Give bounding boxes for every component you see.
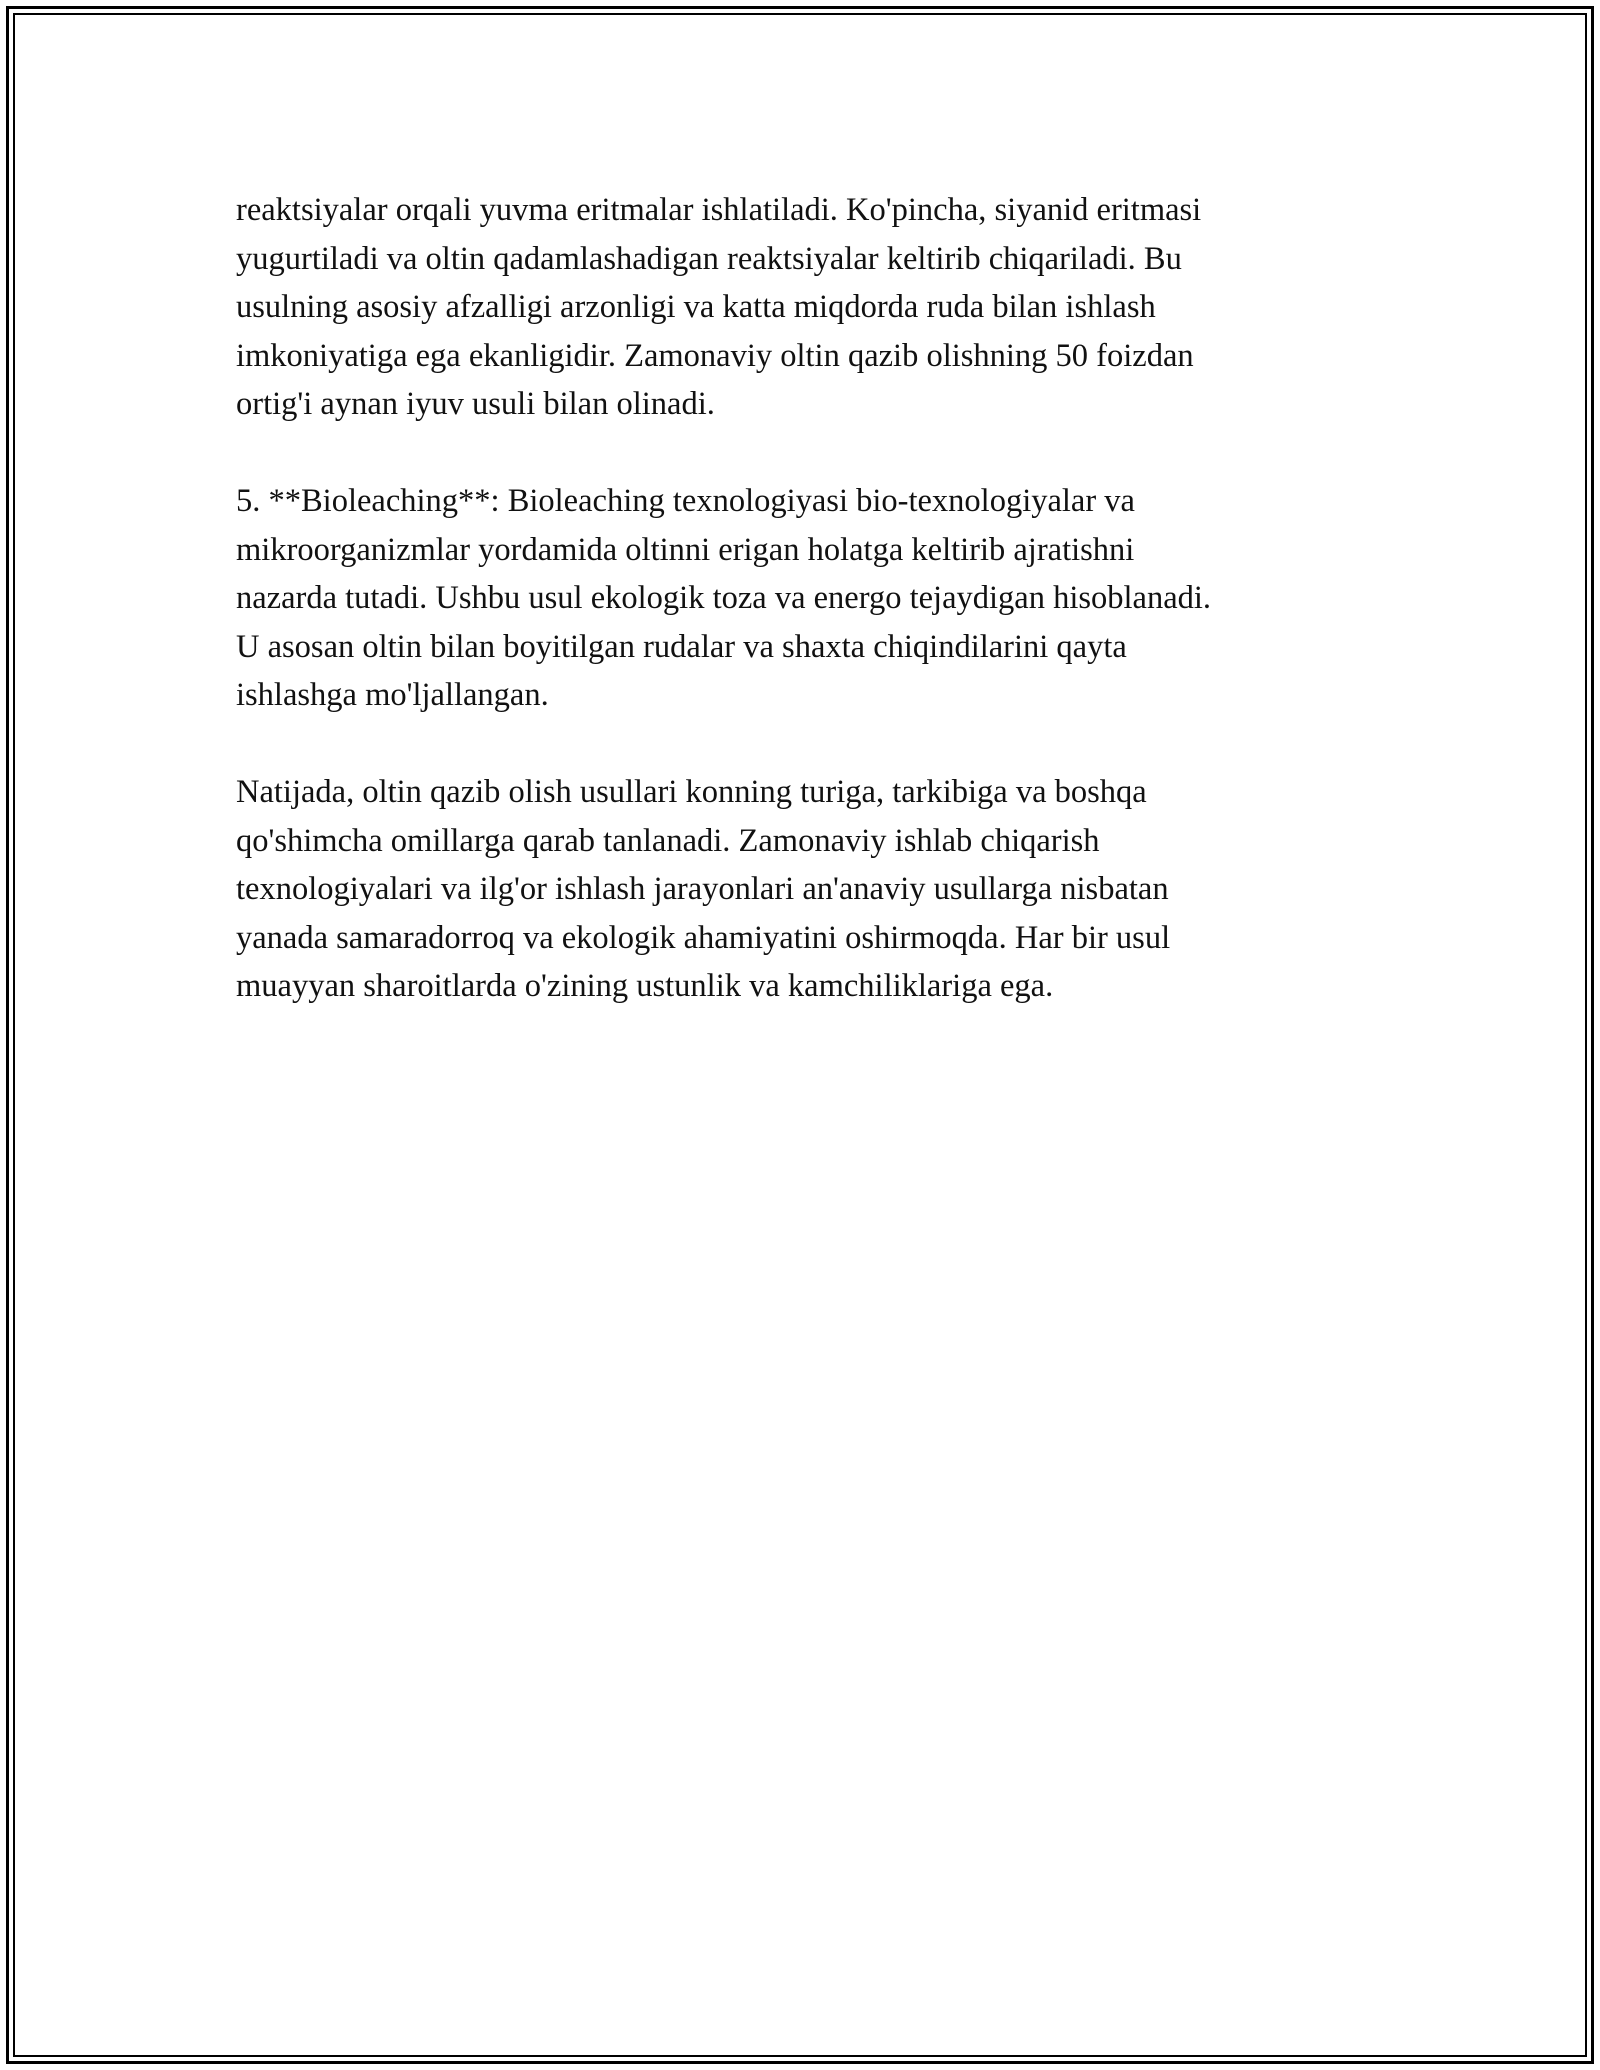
text-line: ishlashga mo'ljallangan.: [236, 677, 549, 713]
text-line: yanada samaradorroq va ekologik ahamiyatini oshirmoqda. Har bir usul: [236, 919, 1171, 956]
text-line: usulning asosiy afzalligi arzonligi va katta miqdorda ruda bilan ishlash: [236, 289, 1156, 325]
text-line: Natijada, oltin qazib olish usullari konning turiga, tarkibiga va boshqa: [236, 774, 1147, 810]
paragraph-conclusion: [236, 768, 1366, 1011]
text-line: nazarda tutadi. Ushbu usul ekologik toza va energo tejaydigan hisoblanadi.: [236, 580, 1212, 616]
text-line: qo'shimcha omillarga qarab tanlanadi. Zamonaviy ishlab chiqarish: [236, 822, 1100, 859]
document-body: [236, 186, 1366, 1059]
text-line: yugurtiladi va oltin qadamlashadigan reaktsiyalar keltirib chiqariladi. Bu: [236, 240, 1182, 277]
text-line: 5. **Bioleaching**: Bioleaching texnologiyasi bio-texnologiyalar va: [236, 483, 1135, 519]
text-line: texnologiyalari va ilg'or ishlash jarayonlari an'anaviy usullarga nisbatan: [236, 871, 1169, 907]
paragraph-leaching-continued: [236, 186, 1366, 429]
text-line: U asosan oltin bilan boyitilgan rudalar va shaxta chiqindilarini qayta: [236, 628, 1127, 665]
text-line: mikroorganizmlar yordamida oltinni erigan holatga keltirib ajratishni: [236, 531, 1135, 568]
text-line: ortig'i aynan iyuv usuli bilan olinadi.: [236, 386, 715, 422]
text-line: imkoniyatiga ega ekanligidir. Zamonaviy oltin qazib olishning 50 foizdan: [236, 337, 1194, 374]
text-line: reaktsiyalar orqali yuvma eritmalar ishlatiladi. Ko'pincha, siyanid eritmasi: [236, 192, 1202, 228]
text-line: muayyan sharoitlarda o'zining ustunlik va kamchiliklariga ega.: [236, 968, 1054, 1004]
paragraph-bioleaching: [236, 477, 1366, 720]
